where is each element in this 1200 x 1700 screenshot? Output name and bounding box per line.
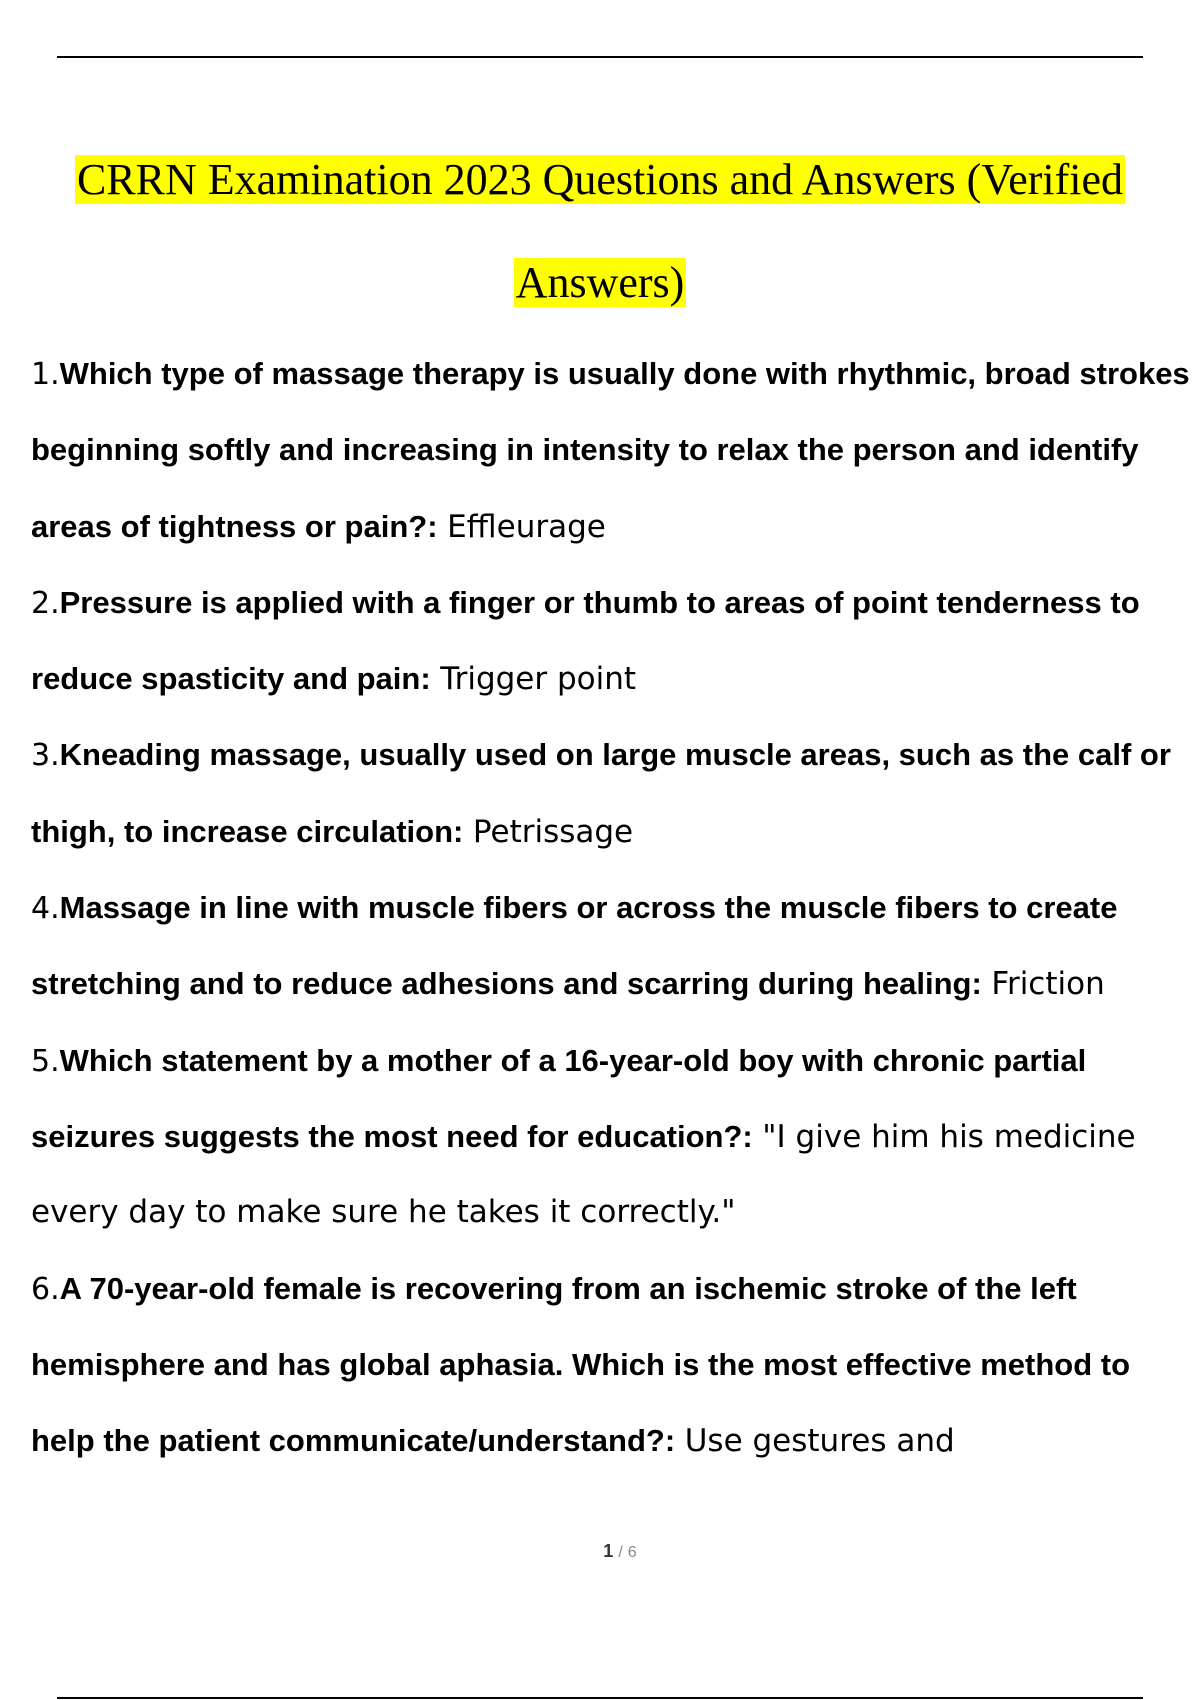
document-title: [40, 128, 1160, 334]
answer-text: Effleurage: [447, 508, 606, 545]
question-number: 1.: [31, 357, 60, 392]
question-text: Which statement by a mother of a 16-year-old boy with chronic partial seizures suggests the most need for education?:: [31, 1042, 1087, 1154]
question-text: Massage in line with muscle fibers or across the muscle fibers to create stretching and to reduce adhesions and scarring during healing:: [31, 890, 1118, 1002]
question-text: A 70-year-old female is recovering from an ischemic stroke of the left hemisphere and has global aphasia. Which is the most effective method to help the patient communicate/understand?:: [31, 1270, 1131, 1459]
top-rule: [57, 56, 1143, 58]
question-number: 4.: [31, 891, 60, 927]
question-text: Which type of massage therapy is usually done with rhythmic, broad strokes beginning softly and increasing in intensity to relax the person and identify areas of tightness or pain?:: [31, 356, 1190, 544]
question-number: 5.: [31, 1043, 60, 1079]
page-indicator: [0, 1541, 1200, 1562]
current-page: 1: [603, 1541, 614, 1561]
question-list: [31, 336, 1191, 1479]
question-item-4: [31, 870, 1191, 1023]
question-item-6: [31, 1251, 1191, 1480]
question-item-5: [31, 1023, 1191, 1251]
question-number: 3.: [31, 738, 60, 774]
answer-text: "I give him his medicine every day to make sure he takes it correctly.": [31, 1118, 1136, 1231]
question-item-1: [31, 336, 1191, 565]
page-separator: /: [618, 1544, 623, 1561]
title-line-2: Answers): [515, 258, 685, 307]
total-pages: 6: [627, 1544, 637, 1561]
question-item-2: [31, 565, 1191, 718]
answer-text: Use gestures and: [684, 1423, 955, 1460]
question-text: Pressure is applied with a finger or thumb to areas of point tenderness to reduce spasticity and pain:: [31, 584, 1140, 697]
answer-text: Petrissage: [472, 813, 634, 850]
answer-text: Trigger point: [440, 661, 637, 698]
question-item-3: [31, 717, 1191, 870]
bottom-rule: [57, 1697, 1143, 1699]
question-number: 2.: [31, 585, 60, 621]
question-number: 6.: [31, 1271, 60, 1307]
question-text: Kneading massage, usually used on large muscle areas, such as the calf or thigh, to increase circulation:: [31, 737, 1171, 849]
title-line-1: CRRN Examination 2023 Questions and Answers (Verified: [76, 155, 1124, 204]
answer-text: Friction: [991, 966, 1105, 1003]
